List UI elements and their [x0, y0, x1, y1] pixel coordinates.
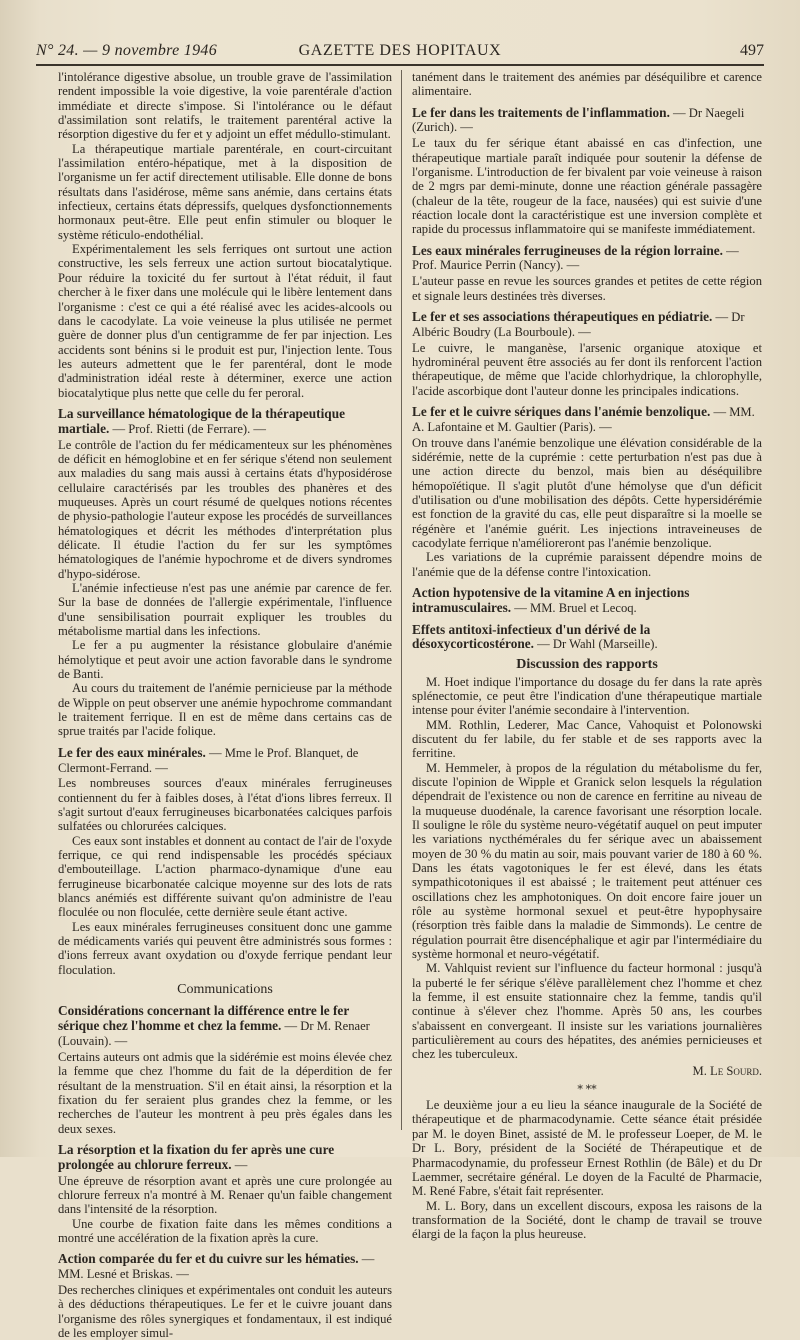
heading-authors: — Prof. Rietti (de Ferrare). —: [109, 421, 267, 436]
section-heading: [412, 586, 762, 616]
paragraph: Des recherches cliniques et expérimentales ont conduit les auteurs à des déductions thérapeutiques. Le fer et le cuivre jouant dans l'organisme des rôles synergiques et fondamentaux, il est indiqué de les employer simul-: [58, 1282, 392, 1340]
heading-authors: —: [231, 1157, 248, 1172]
heading-title: Action comparée du fer et du cuivre sur les hématies.: [58, 1251, 359, 1267]
paragraph: La thérapeutique martiale parentérale, en court-circuitant l'assimilation entéro-hépatique, met à la disposition de l'organisme un fer actif directement utilisable. Elle donne de bons résultats dans l'asidérose, même sans anémie, dans certains états infectieux, certains états dépressifs, quelques dysfonctionnements hormonaux peut-être. Elle peut enfin stimuler ou bloquer le système réticulo-endothélial.: [58, 141, 392, 242]
heading-authors: — MM. Lesné et Briskas. —: [58, 1252, 375, 1282]
paragraph: Les nombreuses sources d'eaux minérales ferrugineuses contiennent du fer à faibles doses, à l'état d'ions libres ferreux. Il s'agit surtout d'eaux ferrugineuses bicarbonatées calciques parfois sulfatées ou chlorurées calciques.: [58, 776, 392, 834]
paragraph: Expérimentalement les sels ferriques ont surtout une action constructive, les sels ferreux une action surtout biocatalytique. Pour réduire la toxicité du fer surtout à l'état réduit, il faut chercher à le fixer dans une molécule qui le libère lentement dans l'organisme : c'est ce qui a été réalisé avec les acides-alcools ou dans le cacodylate. La voie veineuse la plus utilisée ne permet guère de donner plus d'un centigramme de fer par injection. Les accidents sont bénins si le produit est pur, l'injection lente. Tous les auteurs admettent que le fer parentéral, dont le mode d'administration idéal reste à déterminer, exerce une action biocatalytique plus nette que celle du fer peroral.: [58, 242, 392, 400]
paragraph: MM. Rothlin, Lederer, Mac Cance, Vahoquist et Polonowski discutent du fer labile, du fer stable et de ses rapports avec la ferritine.: [412, 717, 762, 761]
heading-title: Effets antitoxi-infectieux d'un dérivé de la désoxycorticostérone.: [412, 621, 651, 652]
paragraph: L'anémie infectieuse n'est pas une anémie par carence de fer. Sur la base de données de l'allergie expérimentale, l'influence d'une sensibilisation pourrait expliquer les troubles du métabolisme martial dans les infections.: [58, 580, 392, 638]
section-heading: [58, 746, 392, 776]
paragraph: Le taux du fer sérique étant abaissé en cas d'infection, une thérapeutique martiale paraît indiquée pour soutenir la défense de l'organisme. L'introduction de fer bivalent par voie veineuse à raison de 2 mgrs par demi-minute, donne une réaction générale passagère (chaleur de la tête, rougeur de la face, nausées) qui est suivie d'une réaction locale dont la caractéristique est une inversion complète et rapide du processus inflammatoire qui se manifeste immédiatement.: [412, 136, 762, 237]
heading-title: La surveillance hématologique de la thérapeutique martiale.: [58, 405, 345, 436]
heading-authors: — MM. A. Lafontaine et M. Gaultier (Paris). —: [412, 404, 755, 434]
discussion-title: Discussion des rapports: [516, 657, 658, 673]
paragraph: M. Hoet indique l'importance du dosage du fer dans la rate après splénectomie, ce peut être l'indication d'une thérapeutique martiale intense pour éviter l'anémie secondaire à l'intervention.: [412, 674, 762, 718]
paragraph: Le contrôle de l'action du fer médicamenteux sur les phénomènes de déficit en hémoglobine et en fer sérique s'étend non seulement aux maladies du sang mais aussi à certains états d'hyposidérose cellulaire caractérisés par les troubles des phanères et des muqueuses. Après un court résumé de quelques notions récentes de physio-pathologie l'auteur expose les procédés de surveillances hématologiques et décrit les méthodes d'interprétation plus délicate. Il étudie l'action du fer sur les symptômes hématologiques de l'anémie hypochrome et de divers syndromes d'hypo-sidérose.: [58, 437, 392, 581]
section-heading: [412, 106, 762, 136]
heading-title: La résorption et la fixation du fer après une cure prolongée au chlorure ferreux.: [58, 1141, 335, 1172]
section-heading: [412, 244, 762, 274]
column-divider: [401, 70, 402, 1130]
right-column: [412, 70, 762, 1242]
heading-title: Le fer dans les traitements de l'inflammation.: [412, 104, 670, 120]
heading-authors: — Mme le Prof. Blanquet, de Clermont-Ferrand. —: [58, 745, 359, 775]
issue-date: N° 24. — 9 novembre 1946: [36, 42, 217, 59]
paragraph: On trouve dans l'anémie benzolique une élévation considérable de la sidérémie, nette de la cuprémie : cette perturbation n'est pas due à une action directe du benzol, mais bien au déséquilibre hémopoïétique. Il s'agit plutôt d'une hémolyse que d'un déficit d'utilisation ou d'une mobilisation des dépôts. Cette hypersidérémie est fonction de la gravité du cas, elle peut disparaître si la moelle se régénère et l'anémie guérit. Les injections intraveineuses de cacodylate ferrique n'amélioreront pas l'anémie benzolique.: [412, 435, 762, 550]
communications-title: Communications: [177, 982, 273, 998]
paragraph: Le deuxième jour a eu lieu la séance inaugurale de la Société de thérapeutique et de pharmacodynamie. Cette séance était présidée par M. le doyen Binet, assisté de M. le professeur Loeper, de M. le Dr L. Bory, président de la Société de Thérapeutique et de Pharmacodynamie, du professeur Ernest Rothlin (de Bâle) et du Dr Laemmer, secrétaire général. Le doyen de la Faculté de Pharmacie, M. René Fabre, s'était fait représenter.: [412, 1098, 762, 1199]
paragraph: Les eaux minérales ferrugineuses consituent donc une gamme de médicaments variés qui peuvent être administrés sous formes : d'ions ferreux avant oxydation ou d'oxyde ferrique pendant leur floculation.: [58, 919, 392, 977]
heading-authors: — MM. Bruel et Lecoq.: [511, 600, 637, 615]
paragraph: M. Vahlquist revient sur l'influence du facteur hormonal : jusqu'à la puberté le fer sérique s'élève parallèlement chez l'homme et chez la femme, il est ensuite stationnaire chez la femme, tandis qu'il continue à s'élever chez l'homme. Après 50 ans, les courbes s'abaissent en convergeant. Il insiste sur les variations journalières particulièrement au cours des hépatites, des anémies pernicieuses et chez les tuberculeux.: [412, 961, 762, 1062]
section-heading: [412, 405, 762, 435]
header-rule: [36, 64, 764, 66]
paragraph: Au cours du traitement de l'anémie pernicieuse par la méthode de Wipple on peut observer une anémie hypochrome commandant le traitement ferrique. Il en est de même dans certains cas de sprue traités par l'acide folique.: [58, 681, 392, 739]
heading-authors: — Dr M. Renaer (Louvain). —: [58, 1019, 370, 1049]
heading-authors: — Dr Naegeli (Zurich). —: [412, 105, 745, 135]
section-heading: [58, 407, 392, 437]
section-heading: [412, 310, 762, 340]
left-column: [58, 70, 392, 1340]
paragraph: Le fer a pu augmenter la résistance globulaire d'anémie hémolytique et peut avoir une action favorable dans le syndrome de Banti.: [58, 638, 392, 681]
paragraph: Le cuivre, le manganèse, l'arsenic organique atoxique et hydrominéral peuvent être associés au fer dont ils renforcent l'action thérapeutique, de même que l'acide chlorhydrique, la chlorophylle, l'acide ascorbique dont l'auteur donne les principales indications.: [412, 340, 762, 398]
paragraph: Ces eaux sont instables et donnent au contact de l'air de l'oxyde ferrique, ce qui rend indispensable les procédés spéciaux d'embouteillage. L'action pharmaco-dynamique d'une eau ferrugineuse bicarbonatée calcique moyenne sur des lots de rats blancs anémiés est différente suivant qu'on administre de l'eau floculée ou non floculée, cette dernière seule étant active.: [58, 833, 392, 920]
page-number: 497: [740, 42, 764, 59]
heading-authors: — Dr Albéric Boudry (La Bourboule). —: [412, 309, 745, 339]
heading-authors: — Dr Wahl (Marseille).: [533, 637, 658, 652]
paragraph: Une épreuve de résorption avant et après une cure prolongée au chlorure ferreux n'a montré à M. Renaer qu'un faible changement dans l'intensité de la résorption.: [58, 1173, 392, 1217]
heading-title: Considérations concernant la différence entre le fer sérique chez l'homme et chez la femme.: [58, 1003, 349, 1034]
heading-title: Les eaux minérales ferrugineuses de la région lorraine.: [412, 242, 723, 258]
heading-title: Le fer et le cuivre sériques dans l'anémie benzolique.: [412, 403, 711, 419]
section-heading: [58, 1143, 392, 1173]
heading-title: Le fer et ses associations thérapeutiques en pédiatrie.: [412, 308, 713, 324]
paragraph: M. L. Bory, dans un excellent discours, exposa les raisons de la transformation de la Société, dont le champ de travail se trouve élargi de la façon la plus heureuse.: [412, 1198, 762, 1242]
section-heading: [58, 1004, 392, 1048]
section-heading: [412, 623, 762, 653]
running-header: [36, 38, 764, 64]
paragraph: Les variations de la cuprémie paraissent dépendre moins de l'anémie que de la défense contre l'intoxication.: [412, 550, 762, 579]
paragraph: Certains auteurs ont admis que la sidérémie est moins élevée chez la femme que chez l'homme du fait de la déperdition de fer résultant de la menstruation. S'il en était ainsi, la résorption et la fixation du fer seraient plus grandes chez la femme, or les recherches de l'auteur les montrent à peu près égales dans les deux sexes.: [58, 1049, 392, 1136]
paragraph: l'intolérance digestive absolue, un trouble grave de l'assimilation rendent impossible la voie digestive, la voie parentérale d'action immédiate et directe s'impose. Si l'intolérance ou le défaut d'assimilation sont relatifs, le traitement parentéral active la résorption digestive du fer et y adjoint un effet médullo-stimulant.: [58, 70, 392, 142]
separator-asterisks: ⁎ ⁎⁎: [577, 1080, 597, 1093]
paragraph: tanément dans le traitement des anémies par déséquilibre et carence alimentaire.: [412, 70, 762, 99]
journal-title: GAZETTE DES HOPITAUX: [298, 42, 502, 59]
section-heading: [58, 1252, 392, 1282]
paragraph: Une courbe de fixation faite dans les mêmes conditions a montré une accélération de la fixation après la cure.: [58, 1216, 392, 1245]
signature: M. Le Sourd.: [692, 1063, 762, 1078]
heading-title: Action hypotensive de la vitamine A en injections intramusculaires.: [412, 584, 690, 615]
paragraph: L'auteur passe en revue les sources grandes et petites de cette région et signale leurs destinées très diverses.: [412, 274, 762, 303]
paragraph: M. Hemmeler, à propos de la régulation du métabolisme du fer, discute l'opinion de Wipple et Granick selon lesquels la régulation dépendrait de l'existence ou non de carence en ferritine au niveau de la muqueuse duodénale, la carence favorisant une résorption locale. Il souligne le rôle du système neuro-végétatif auquel on peut imputer les variations nycthémérales du fer sérique avec un abaissement moyen de 30 % du matin au soir, mais pouvant varier de 180 à 60 %. Dans les états vagotoniques le fer est élevé, dans les états sympathicotoniques il est abaissé ; le traitement peut atténuer ces oscillations chez les amphotoniques. On doit encore faire jouer un rôle au système hormonal sexuel et peut-être hypophysaire (résorption très faible dans la maladie de Simmonds). Le centre de régulation pourrait être disencéphalique et agir par l'intermédiaire du système hormonal et neuro-végétatif.: [412, 760, 762, 962]
heading-authors: — Prof. Maurice Perrin (Nancy). —: [412, 243, 739, 273]
heading-title: Le fer des eaux minérales.: [58, 744, 206, 760]
